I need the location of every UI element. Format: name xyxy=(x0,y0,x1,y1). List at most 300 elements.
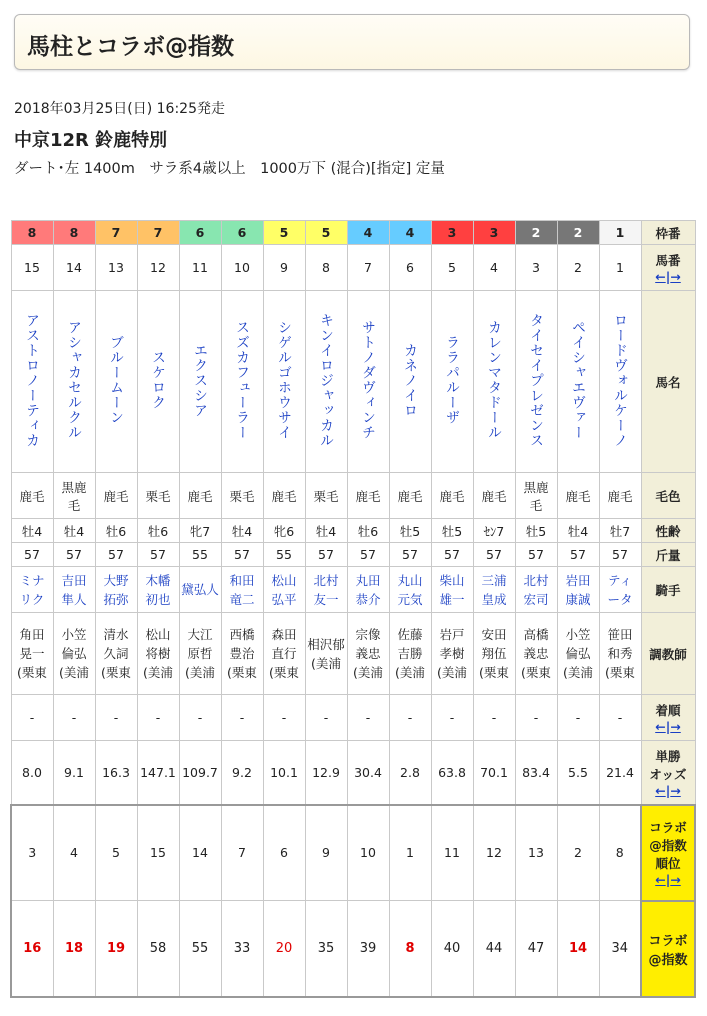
jockey-cell[interactable] xyxy=(431,567,473,613)
weight-cell: 57 xyxy=(53,543,95,567)
label-jockey xyxy=(641,567,695,613)
trainer-name: 郁 xyxy=(332,636,345,652)
sexage-cell: 牡4 xyxy=(53,519,95,543)
horse-name[interactable]: アストロノーティカ xyxy=(24,312,40,448)
coat-cell: 栗毛 xyxy=(221,473,263,519)
finish-cell: - xyxy=(137,695,179,741)
sort-right-link[interactable]: → xyxy=(670,782,681,798)
jockey-name[interactable]: 木幡 xyxy=(145,572,171,588)
weight-cell: 57 xyxy=(389,543,431,567)
umaban-cell: 10 xyxy=(221,245,263,291)
label-collab-index xyxy=(641,901,695,997)
horse-name-cell[interactable] xyxy=(515,291,557,473)
horse-name[interactable]: ペイシャエヴァー xyxy=(570,320,586,440)
horse-name-cell[interactable] xyxy=(599,291,641,473)
sexage-cell: 牡6 xyxy=(137,519,179,543)
jockey-name[interactable]: 松山 xyxy=(271,572,297,588)
horse-name-cell[interactable] xyxy=(557,291,599,473)
jockey-cell[interactable] xyxy=(53,567,95,613)
collab-rank-cell: 13 xyxy=(515,805,557,901)
finish-cell: - xyxy=(557,695,599,741)
finish-cell: - xyxy=(263,695,305,741)
collab-rank-cell: 7 xyxy=(221,805,263,901)
coat-text: 黒鹿 xyxy=(61,479,87,495)
trainer-name: 義忠 xyxy=(355,646,381,661)
collab-rank-cell: 11 xyxy=(431,805,473,901)
waku-cell: 2 xyxy=(515,221,557,245)
label-sexage-text: 性齢 xyxy=(655,523,681,539)
collab-rank-cell: 15 xyxy=(137,805,179,901)
weight-cell: 57 xyxy=(221,543,263,567)
jockey-cell[interactable] xyxy=(473,567,515,613)
trainer-name: (美浦 xyxy=(437,665,467,680)
finish-cell: - xyxy=(473,695,515,741)
umaban-cell: 14 xyxy=(53,245,95,291)
weight-cell: 57 xyxy=(95,543,137,567)
horse-name[interactable]: カレンマタドール xyxy=(486,320,502,440)
trainer-name: 相沢 xyxy=(307,636,333,652)
finish-cell: - xyxy=(221,695,263,741)
coat-cell xyxy=(515,473,557,519)
umaban-cell: 15 xyxy=(11,245,53,291)
horse-name[interactable]: スズカフューラー xyxy=(234,320,250,440)
jockey-cell[interactable] xyxy=(557,567,599,613)
weight-cell: 57 xyxy=(473,543,515,567)
trainer-name: 高橋 xyxy=(523,627,549,642)
coat-cell: 鹿毛 xyxy=(347,473,389,519)
weight-cell: 57 xyxy=(557,543,599,567)
trainer-cell xyxy=(179,613,221,695)
jockey-name[interactable]: 竜二 xyxy=(229,591,255,607)
jockey-name[interactable]: 弘平 xyxy=(271,591,297,607)
waku-cell: 8 xyxy=(53,221,95,245)
trainer-name: (美浦 xyxy=(143,665,173,680)
umaban-cell: 11 xyxy=(179,245,221,291)
label-horse xyxy=(641,291,695,473)
finish-cell: - xyxy=(179,695,221,741)
collab-index-cell: 20 xyxy=(263,901,305,997)
jockey-cell[interactable] xyxy=(347,567,389,613)
label-jockey-text: 騎手 xyxy=(655,582,681,598)
label-trainer-text: 調教師 xyxy=(649,646,687,662)
trainer-name: 清水 xyxy=(103,627,129,642)
horse-name-cell[interactable] xyxy=(473,291,515,473)
label-collab-rank-text: コラボ xyxy=(649,820,687,835)
sort-separator: | xyxy=(665,269,671,284)
horse-name[interactable]: ブルームーン xyxy=(108,335,124,425)
jockey-name[interactable]: 吉田 xyxy=(61,572,87,588)
sort-left-link[interactable]: ← xyxy=(655,719,666,734)
label-umaban xyxy=(641,245,695,291)
collab-rank-cell: 6 xyxy=(263,805,305,901)
odds-cell: 9.1 xyxy=(53,741,95,805)
coat-text: 黒鹿 xyxy=(523,479,549,495)
trainer-name: 大江 xyxy=(187,627,213,642)
sexage-cell: 牡4 xyxy=(11,519,53,543)
race-conditions: ダート･左 1400m サラ系4歳以上 1000万下 (混合)[指定] 定量 xyxy=(14,161,445,177)
odds-cell: 10.1 xyxy=(263,741,305,805)
umaban-cell: 7 xyxy=(347,245,389,291)
title-box xyxy=(14,14,690,70)
trainer-cell xyxy=(557,613,599,695)
weight-cell: 57 xyxy=(11,543,53,567)
trainer-cell xyxy=(11,613,53,695)
sort-right-link[interactable]: → xyxy=(670,269,681,284)
jockey-name[interactable]: 恭介 xyxy=(355,591,381,607)
trainer-name: 孝樹 xyxy=(439,646,465,661)
sort-nav xyxy=(642,783,695,798)
trainer-cell xyxy=(221,613,263,695)
finish-cell: - xyxy=(347,695,389,741)
jockey-cell[interactable] xyxy=(221,567,263,613)
trainer-name: 安田 xyxy=(481,627,507,642)
sexage-cell: 牡5 xyxy=(389,519,431,543)
collab-rank-cell: 8 xyxy=(599,805,641,901)
trainer-name: 浦 xyxy=(328,655,341,671)
jockey-name[interactable]: ティ xyxy=(607,572,632,588)
sort-left-link[interactable]: ← xyxy=(655,872,666,887)
coat-cell: 栗毛 xyxy=(137,473,179,519)
trainer-cell xyxy=(431,613,473,695)
label-coat xyxy=(641,473,695,519)
coat-cell: 栗毛 xyxy=(305,473,347,519)
umaban-cell: 4 xyxy=(473,245,515,291)
trainer-cell xyxy=(389,613,431,695)
label-odds-text: 単勝 xyxy=(655,748,681,764)
odds-cell: 5.5 xyxy=(557,741,599,805)
collab-index-cell: 47 xyxy=(515,901,557,997)
trainer-name: (栗東 xyxy=(605,665,635,680)
horse-name[interactable]: タイセイプレゼンス xyxy=(528,312,544,448)
sexage-cell: ｾﾝ7 xyxy=(473,519,515,543)
sort-nav xyxy=(642,872,694,887)
horse-name-cell[interactable] xyxy=(95,291,137,473)
jockey-cell[interactable] xyxy=(599,567,641,613)
coat-text: 毛 xyxy=(67,497,81,513)
waku-cell: 5 xyxy=(305,221,347,245)
collab-index-cell: 40 xyxy=(431,901,473,997)
horse-name-cell[interactable] xyxy=(431,291,473,473)
horse-name-cell[interactable] xyxy=(221,291,263,473)
umaban-cell: 5 xyxy=(431,245,473,291)
horse-name[interactable]: シゲルゴホウサイ xyxy=(276,320,292,440)
horse-name-cell[interactable] xyxy=(179,291,221,473)
label-umaban-text: 馬番 xyxy=(655,253,681,268)
finish-cell: - xyxy=(305,695,347,741)
collab-index-cell: 19 xyxy=(95,901,137,997)
sexage-cell: 牡5 xyxy=(431,519,473,543)
trainer-cell xyxy=(137,613,179,695)
coat-cell: 鹿毛 xyxy=(473,473,515,519)
collab-index-cell: 18 xyxy=(53,901,95,997)
trainer-name: (美浦 xyxy=(185,665,215,680)
odds-cell: 109.7 xyxy=(179,741,221,805)
trainer-name: 将樹 xyxy=(145,646,171,661)
coat-cell: 鹿毛 xyxy=(179,473,221,519)
horse-name-cell[interactable] xyxy=(263,291,305,473)
jockey-cell[interactable] xyxy=(515,567,557,613)
sort-left-link[interactable]: ← xyxy=(655,782,666,798)
weight-cell: 55 xyxy=(263,543,305,567)
weight-cell: 57 xyxy=(431,543,473,567)
jockey-name[interactable]: 初也 xyxy=(145,591,171,607)
odds-cell: 12.9 xyxy=(305,741,347,805)
sexage-cell: 牝6 xyxy=(263,519,305,543)
collab-rank-cell: 10 xyxy=(347,805,389,901)
weight-cell: 57 xyxy=(515,543,557,567)
umaban-cell: 12 xyxy=(137,245,179,291)
trainer-name: (美 xyxy=(311,655,329,671)
label-finish xyxy=(641,695,695,741)
trainer-cell xyxy=(473,613,515,695)
jockey-cell[interactable] xyxy=(95,567,137,613)
trainer-name: 吉勝 xyxy=(397,646,423,661)
coat-cell: 鹿毛 xyxy=(11,473,53,519)
jockey-name[interactable]: 丸山 xyxy=(397,572,423,588)
umaban-cell: 6 xyxy=(389,245,431,291)
collab-rank-cell: 4 xyxy=(53,805,95,901)
trainer-cell xyxy=(53,613,95,695)
trainer-name: 岩戸 xyxy=(439,627,465,642)
odds-cell: 83.4 xyxy=(515,741,557,805)
trainer-name: (美浦 xyxy=(353,665,383,680)
coat-cell: 鹿毛 xyxy=(95,473,137,519)
trainer-name: (栗東 xyxy=(269,665,299,680)
page-title: 馬柱とコラボ@指数 xyxy=(27,34,234,60)
coat-text: 毛 xyxy=(529,497,543,513)
umaban-cell: 1 xyxy=(599,245,641,291)
jockey-name[interactable]: 北村 xyxy=(313,572,339,588)
collab-rank-cell: 5 xyxy=(95,805,137,901)
coat-cell: 鹿毛 xyxy=(557,473,599,519)
coat-cell xyxy=(53,473,95,519)
horse-name-cell[interactable] xyxy=(305,291,347,473)
label-odds-text: オッズ xyxy=(649,766,687,782)
jockey-name[interactable]: ミナ xyxy=(19,572,45,588)
collab-index-cell: 55 xyxy=(179,901,221,997)
trainer-name: 直行 xyxy=(271,646,297,661)
trainer-name: 佐藤 xyxy=(397,627,423,642)
trainer-name: (栗東 xyxy=(479,665,509,680)
trainer-cell xyxy=(347,613,389,695)
trainer-name: 和秀 xyxy=(607,646,633,661)
jockey-name[interactable]: 黛弘 xyxy=(181,582,207,597)
collab-rank-cell: 12 xyxy=(473,805,515,901)
collab-rank-cell: 1 xyxy=(389,805,431,901)
horse-name[interactable]: エクスシア xyxy=(192,342,208,418)
jockey-name[interactable]: リク xyxy=(19,591,45,607)
trainer-name: 倫弘 xyxy=(61,646,87,661)
waku-cell: 6 xyxy=(221,221,263,245)
coat-cell: 鹿毛 xyxy=(389,473,431,519)
jockey-name[interactable]: 人 xyxy=(206,582,219,597)
odds-cell: 21.4 xyxy=(599,741,641,805)
finish-cell: - xyxy=(431,695,473,741)
trainer-name: (栗東 xyxy=(17,665,47,680)
sort-nav xyxy=(642,719,695,734)
trainer-cell xyxy=(515,613,557,695)
horse-name[interactable]: サトノダヴィンチ xyxy=(360,320,376,440)
race-name: 中京12R 鈴鹿特別 xyxy=(14,130,168,151)
horse-name[interactable]: ララパルーザ xyxy=(444,335,460,425)
collab-index-cell: 8 xyxy=(389,901,431,997)
sexage-cell: 牡4 xyxy=(305,519,347,543)
label-trainer xyxy=(641,613,695,695)
trainer-name: (栗東 xyxy=(227,665,257,680)
jockey-name[interactable]: 拓弥 xyxy=(103,591,129,607)
collab-index-cell: 39 xyxy=(347,901,389,997)
waku-cell: 8 xyxy=(11,221,53,245)
label-coat-text: 毛色 xyxy=(655,488,681,504)
trainer-cell xyxy=(263,613,305,695)
jockey-cell[interactable] xyxy=(305,567,347,613)
weight-cell: 57 xyxy=(347,543,389,567)
finish-cell: - xyxy=(515,695,557,741)
trainer-name: (栗東 xyxy=(101,665,131,680)
label-finish-text: 着順 xyxy=(655,703,681,718)
horse-name-cell[interactable] xyxy=(347,291,389,473)
collab-rank-cell: 2 xyxy=(557,805,599,901)
horse-name[interactable]: ロードヴォルケーノ xyxy=(612,312,628,448)
sort-separator: | xyxy=(665,872,671,887)
jockey-name[interactable]: 皇成 xyxy=(481,591,507,607)
odds-cell: 30.4 xyxy=(347,741,389,805)
waku-cell: 4 xyxy=(347,221,389,245)
finish-cell: - xyxy=(95,695,137,741)
sort-right-link[interactable]: → xyxy=(670,719,681,734)
jockey-name[interactable]: 大野 xyxy=(103,572,129,588)
trainer-name: 原哲 xyxy=(187,646,213,661)
collab-rank-cell: 14 xyxy=(179,805,221,901)
jockey-name[interactable]: 友一 xyxy=(313,591,339,607)
label-collab-rank xyxy=(641,805,695,901)
jockey-name[interactable]: 岩田 xyxy=(565,572,591,588)
horse-name[interactable]: アシャカセルクル xyxy=(66,320,82,440)
jockey-name[interactable]: 北村 xyxy=(523,572,549,588)
collab-rank-cell: 3 xyxy=(11,805,53,901)
trainer-name: 松山 xyxy=(145,627,171,642)
trainer-name: 西橋 xyxy=(229,627,255,642)
sexage-cell: 牡6 xyxy=(347,519,389,543)
finish-cell: - xyxy=(389,695,431,741)
coat-cell: 鹿毛 xyxy=(263,473,305,519)
horse-name-cell[interactable] xyxy=(53,291,95,473)
trainer-name: (栗東 xyxy=(521,665,551,680)
sort-separator: | xyxy=(665,782,671,798)
jockey-name[interactable]: 三浦 xyxy=(481,572,507,588)
race-datetime: 2018年03月25日(日) 16:25発走 xyxy=(14,101,225,117)
waku-cell: 3 xyxy=(473,221,515,245)
jockey-name[interactable]: 康誠 xyxy=(565,591,591,607)
finish-cell: - xyxy=(599,695,641,741)
label-horse-text: 馬名 xyxy=(655,374,681,390)
jockey-name[interactable]: 和田 xyxy=(229,572,255,588)
collab-index-cell: 58 xyxy=(137,901,179,997)
trainer-cell xyxy=(305,613,347,695)
trainer-name: 角田 xyxy=(19,627,45,642)
trainer-name: (美浦 xyxy=(395,665,425,680)
waku-cell: 7 xyxy=(95,221,137,245)
weight-cell: 57 xyxy=(599,543,641,567)
jockey-cell[interactable] xyxy=(137,567,179,613)
horse-name[interactable]: カネノイロ xyxy=(402,342,418,418)
horse-name-cell[interactable] xyxy=(389,291,431,473)
jockey-name[interactable]: 宏司 xyxy=(523,591,549,607)
trainer-cell xyxy=(599,613,641,695)
label-waku xyxy=(641,221,695,245)
horse-name[interactable]: キンイロジャッカル xyxy=(318,312,334,448)
collab-index-cell: 44 xyxy=(473,901,515,997)
trainer-name: 翔伍 xyxy=(481,646,507,661)
sexage-cell: 牡4 xyxy=(557,519,599,543)
trainer-name: 久詞 xyxy=(103,646,129,661)
sort-right-link[interactable]: → xyxy=(670,872,681,887)
jockey-name[interactable]: 雄一 xyxy=(439,591,465,607)
sort-separator: | xyxy=(665,719,671,734)
jockey-cell[interactable] xyxy=(11,567,53,613)
trainer-name: 倫弘 xyxy=(565,646,591,661)
umaban-cell: 2 xyxy=(557,245,599,291)
coat-cell: 鹿毛 xyxy=(431,473,473,519)
umaban-cell: 3 xyxy=(515,245,557,291)
collab-index-cell: 16 xyxy=(11,901,53,997)
finish-cell: - xyxy=(11,695,53,741)
collab-index-cell: 35 xyxy=(305,901,347,997)
jockey-name[interactable]: 元気 xyxy=(397,591,423,607)
trainer-name: 笹田 xyxy=(607,627,633,642)
jockey-name[interactable]: 丸田 xyxy=(355,572,381,588)
sort-nav xyxy=(642,269,695,284)
jockey-name[interactable]: 柴山 xyxy=(439,572,465,588)
odds-cell: 9.2 xyxy=(221,741,263,805)
sexage-cell: 牡6 xyxy=(95,519,137,543)
trainer-name: (美浦 xyxy=(563,665,593,680)
waku-cell: 2 xyxy=(557,221,599,245)
waku-cell: 4 xyxy=(389,221,431,245)
sort-left-link[interactable]: ← xyxy=(655,269,666,284)
odds-cell: 70.1 xyxy=(473,741,515,805)
waku-cell: 5 xyxy=(263,221,305,245)
odds-cell: 2.8 xyxy=(389,741,431,805)
waku-cell: 6 xyxy=(179,221,221,245)
horse-name-cell[interactable] xyxy=(137,291,179,473)
waku-cell: 3 xyxy=(431,221,473,245)
trainer-name: 豊治 xyxy=(229,646,255,661)
trainer-name: 小笠 xyxy=(61,627,87,642)
label-collab-index-text: @指数 xyxy=(648,952,688,968)
jockey-cell[interactable] xyxy=(263,567,305,613)
odds-cell: 8.0 xyxy=(11,741,53,805)
jockey-cell[interactable] xyxy=(179,567,221,613)
finish-cell: - xyxy=(53,695,95,741)
collab-index-cell: 33 xyxy=(221,901,263,997)
umaban-cell: 8 xyxy=(305,245,347,291)
trainer-name: 小笠 xyxy=(565,627,591,642)
label-collab-index-text: コラボ xyxy=(648,933,688,949)
umaban-cell: 13 xyxy=(95,245,137,291)
horse-name-cell[interactable] xyxy=(11,291,53,473)
trainer-name: 宗像 xyxy=(355,627,381,642)
collab-rank-cell: 9 xyxy=(305,805,347,901)
trainer-name: 晃一 xyxy=(19,646,45,661)
jockey-cell[interactable] xyxy=(389,567,431,613)
jockey-name[interactable]: ータ xyxy=(607,591,633,607)
jockey-name[interactable]: 隼人 xyxy=(61,591,87,607)
odds-cell: 16.3 xyxy=(95,741,137,805)
odds-cell: 147.1 xyxy=(137,741,179,805)
horse-name[interactable]: スケロク xyxy=(150,350,166,410)
label-collab-rank-text: 順位 xyxy=(655,856,681,871)
